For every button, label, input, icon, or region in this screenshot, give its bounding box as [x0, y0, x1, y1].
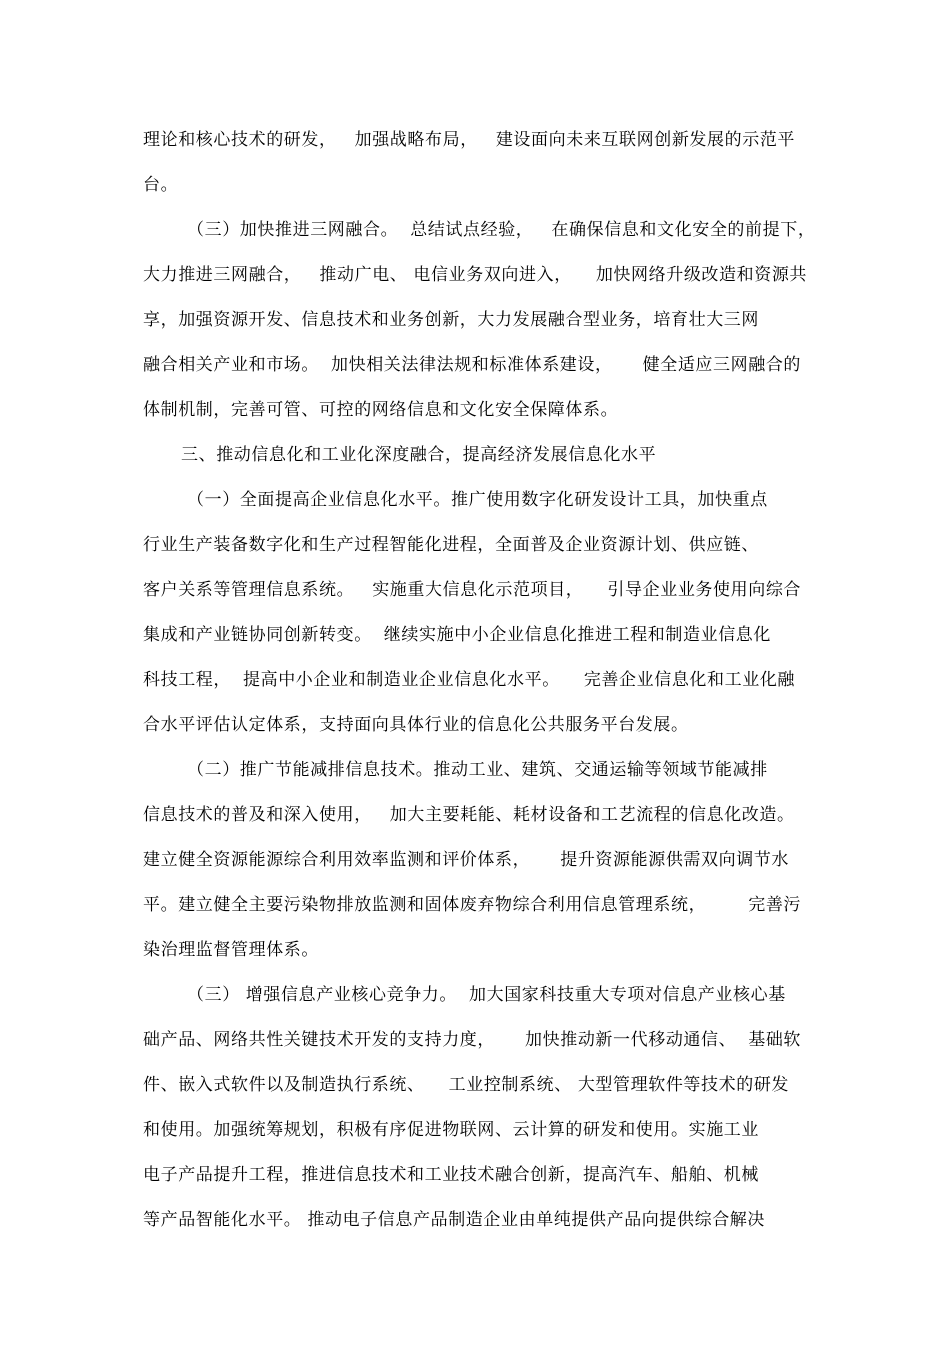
text-line: 染治理监督管理体系。 [143, 940, 319, 960]
text-line: 理论和核心技术的研发， 加强战略布局， 建设面向未来互联网创新发展的示范平 [143, 130, 796, 150]
text-line: 和使用。加强统筹规划，积极有序促进物联网、云计算的研发和使用。实施工业 [143, 1120, 759, 1140]
text-line: 集成和产业链协同创新转变。 继续实施中小企业信息化推进工程和制造业信息化 [143, 625, 772, 645]
text-line: 享，加强资源开发、信息技术和业务创新，大力发展融合型业务，培育壮大三网 [143, 310, 759, 330]
text-line: 客户关系等管理信息系统。 实施重大信息化示范项目， 引导企业业务使用向综合 [143, 580, 802, 600]
text-line: 等产品智能化水平。 推动电子信息产品制造企业由单纯提供产品向提供综合解决 [143, 1210, 766, 1230]
text-line: 平。建立健全主要污染物排放监测和固体废弃物综合利用信息管理系统， 完善污 [143, 895, 802, 915]
text-line: 合水平评估认定体系，支持面向具体行业的信息化公共服务平台发展。 [143, 715, 689, 735]
text-line: （二）推广节能减排信息技术。推动工业、建筑、交通运输等领域节能减排 [187, 760, 768, 780]
text-line: （三） 增强信息产业核心竞争力。 加大国家科技重大专项对信息产业核心基 [187, 985, 786, 1005]
text-line: 大力推进三网融合， 推动广电、 电信业务双向进入， 加快网络升级改造和资源共 [143, 265, 808, 285]
text-line: （三）加快推进三网融合。 总结试点经验， 在确保信息和文化安全的前提下， [187, 220, 816, 240]
text-line: 电子产品提升工程，推进信息技术和工业技术融合创新，提高汽车、船舶、机械 [143, 1165, 759, 1185]
text-line: 建立健全资源能源综合利用效率监测和评价体系， 提升资源能源供需双向调节水 [143, 850, 790, 870]
text-line: 信息技术的普及和深入使用， 加大主要耗能、耗材设备和工艺流程的信息化改造。 [143, 805, 795, 825]
text-line: 科技工程， 提高中小企业和制造业企业信息化水平。 完善企业信息化和工业化融 [143, 670, 796, 690]
text-line: 融合相关产业和市场。 加快相关法律法规和标准体系建设， 健全适应三网融合的 [143, 355, 802, 375]
text-line: 行业生产装备数字化和生产过程智能化进程，全面普及企业资源计划、供应链、 [143, 535, 759, 555]
text-line: 体制机制，完善可管、可控的网络信息和文化安全保障体系。 [143, 400, 619, 420]
text-line: （一）全面提高企业信息化水平。推广使用数字化研发设计工具，加快重点 [187, 490, 768, 510]
text-line: 件、嵌入式软件以及制造执行系统、 工业控制系统、 大型管理软件等技术的研发 [143, 1075, 790, 1095]
section-heading: 三、推动信息化和工业化深度融合，提高经济发展信息化水平 [181, 445, 657, 465]
text-line: 础产品、网络共性关键技术开发的支持力度， 加快推动新一代移动通信、 基础软 [143, 1030, 802, 1050]
text-line: 台。 [143, 175, 179, 195]
